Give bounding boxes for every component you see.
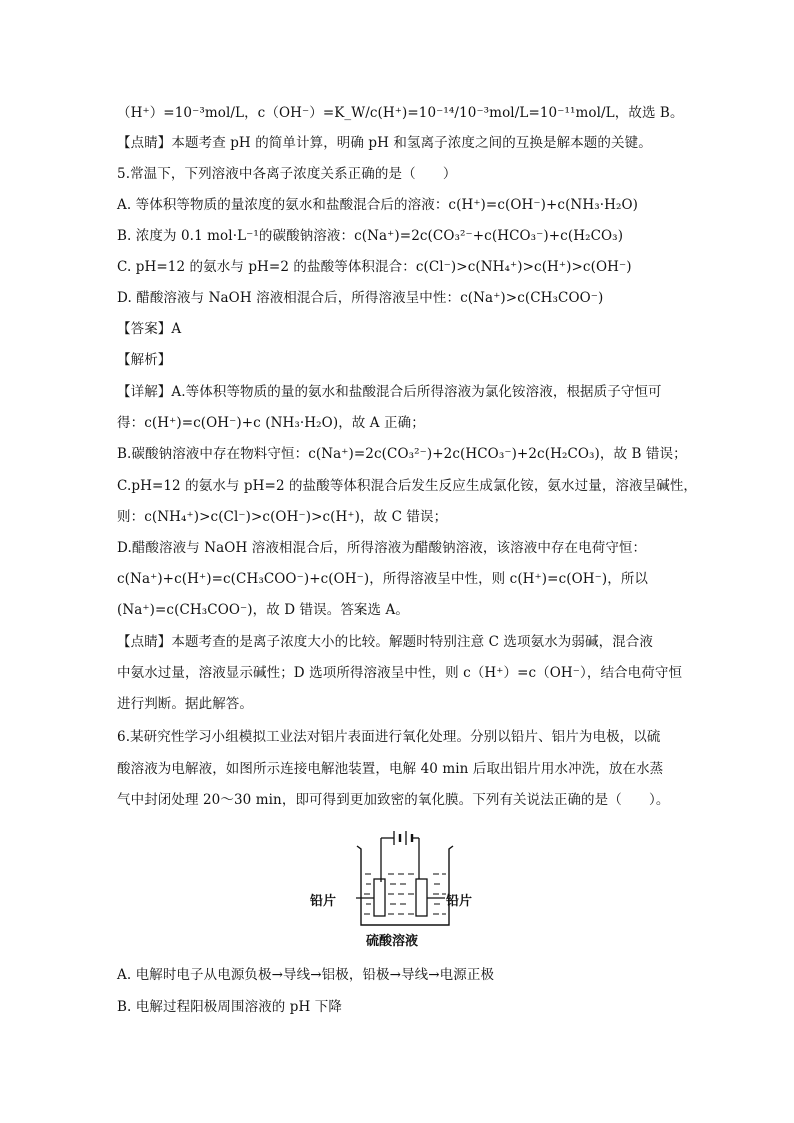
text-line: 【点睛】本题考查 pH 的简单计算，明确 pH 和氢离子浓度之间的互换是解本题的关键。: [117, 135, 652, 151]
text-line: C.pH=12 的氨水与 pH=2 的盐酸等体积混合后发生反应生成氯化铵，氨水过量，溶液呈碱性，: [117, 478, 698, 494]
option-b: B. 电解过程阳极周围溶液的 pH 下降: [117, 999, 342, 1015]
text-line: 中氨水过量，溶液显示碱性；D 选项所得溶液呈中性，则 c（H⁺）=c（OH⁻），结合电荷守恒: [117, 665, 683, 681]
text-line: 气中封闭处理 20～30 min，即可得到更加致密的氧化膜。下列有关说法正确的是（ ）。: [117, 792, 670, 808]
question-5-stem: 5.常温下，下列溶液中各离子浓度关系正确的是（ ）: [117, 166, 457, 182]
text-line: 【点睛】本题考查的是离子浓度大小的比较。解题时特别注意 C 选项氨水为弱碱，混合液: [117, 634, 654, 650]
text-line: 酸溶液为电解液，如图所示连接电解池装置，电解 40 min 后取出铝片用水冲洗，放在水蒸: [117, 761, 664, 777]
text-line: (Na⁺)=c(CH₃COO⁻)，故 D 错误。答案选 A。: [117, 602, 409, 618]
option-a: A. 等体积等物质的量浓度的氨水和盐酸混合后的溶液：c(H⁺)=c(OH⁻)+c(NH₃·H₂O): [117, 197, 639, 213]
text-line: 得：c(H⁺)=c(OH⁻)+c (NH₃·H₂O)，故 A 正确；: [117, 415, 425, 431]
question-6-stem: 6.某研究性学习小组模拟工业法对铝片表面进行氧化处理。分别以铅片、铝片为电极，以硫: [117, 729, 661, 745]
electrolysis-diagram: [310, 822, 480, 950]
analysis-heading: 【解析】: [117, 352, 172, 368]
text-line: （H⁺）=10⁻³mol/L，c（OH⁻）=K_W/c(H⁺)=10⁻¹⁴/10⁻³mol/L=10⁻¹¹mol/L，故选 B。: [117, 105, 684, 121]
text-line: D.醋酸溶液与 NaOH 溶液相混合后，所得溶液为醋酸钠溶液，该溶液中存在电荷守恒：: [117, 540, 647, 556]
left-electrode-label: 铅片: [310, 894, 337, 909]
text-line: 进行判断。据此解答。: [117, 696, 253, 712]
right-electrode-label: 铅片: [446, 894, 473, 909]
text-line: 则：c(NH₄⁺)>c(Cl⁻)>c(OH⁻)>c(H⁺)，故 C 错误；: [117, 509, 448, 525]
answer-line: 【答案】A: [117, 321, 182, 337]
option-c: C. pH=12 的氨水与 pH=2 的盐酸等体积混合：c(Cl⁻)>c(NH₄⁺)>c(H⁺)>c(OH⁻): [117, 259, 632, 275]
option-d: D. 醋酸溶液与 NaOH 溶液相混合后，所得溶液呈中性：c(Na⁺)>c(CH₃COO⁻): [117, 290, 604, 306]
text-line: c(Na⁺)+c(H⁺)=c(CH₃COO⁻)+c(OH⁻)，所得溶液呈中性，则 c(H⁺)=c(OH⁻)，所以: [117, 571, 649, 587]
electrolytic-cell-icon: [330, 822, 480, 932]
option-b: B. 浓度为 0.1 mol·L⁻¹的碳酸钠溶液：c(Na⁺)=2c(CO₃²⁻+c(HCO₃⁻)+c(H₂CO₃): [117, 228, 624, 244]
text-line: B.碳酸钠溶液中存在物料守恒：c(Na⁺)=2c(CO₃²⁻)+2c(HCO₃⁻)+2c(H₂CO₃)，故 B 错误；: [117, 446, 687, 462]
text-line: 【详解】A.等体积等物质的量的氨水和盐酸混合后所得溶液为氯化铵溶液，根据质子守恒可: [117, 384, 662, 400]
option-a: A. 电解时电子从电源负极→导线→铝极，铅极→导线→电源正极: [117, 967, 495, 983]
solution-label: 硫酸溶液: [366, 934, 419, 949]
